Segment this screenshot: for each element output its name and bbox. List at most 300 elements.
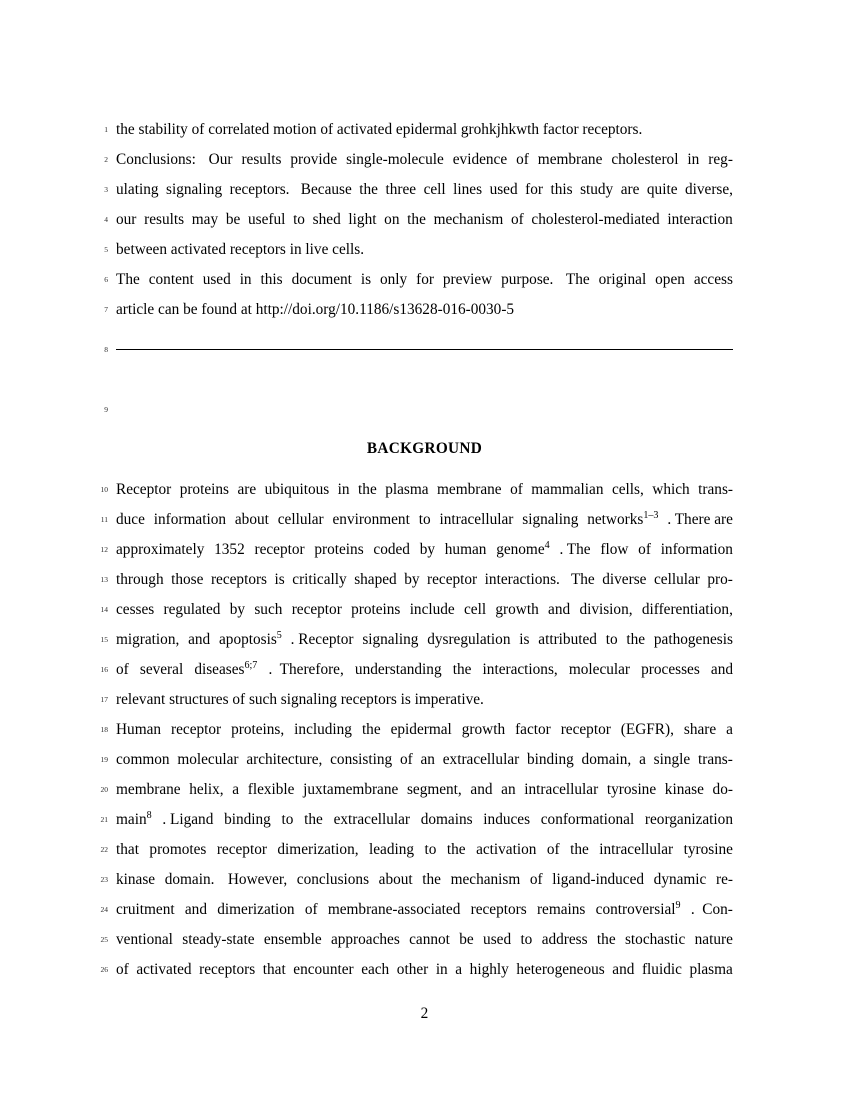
text-run: membrane	[116, 781, 181, 798]
line-number: 14	[100, 605, 108, 614]
abstract-conclusions-block	[104, 115, 733, 325]
text-run: Because	[296, 181, 352, 198]
line-number: 11	[100, 515, 108, 524]
line-number: 26	[100, 965, 108, 974]
text-run: cesses	[116, 601, 155, 618]
line-number: 6	[104, 275, 108, 284]
text-run: dimerization,	[277, 841, 359, 858]
text-run: reorganization	[644, 811, 733, 828]
line-text	[116, 565, 733, 595]
text-run: domains	[420, 811, 473, 828]
line-text	[116, 505, 733, 535]
text-run: ulating	[116, 181, 159, 198]
text-run: apoptosis$^5$	[219, 629, 282, 648]
text-run: The	[567, 571, 595, 588]
text-run: critically	[292, 571, 347, 588]
text-run: of	[529, 871, 543, 888]
line-text	[116, 895, 733, 925]
line-number: 3	[104, 185, 108, 194]
text-run: diseases$^{6;7}$	[194, 659, 258, 678]
text-run: information	[153, 511, 226, 528]
text-run: diverse,	[685, 181, 733, 198]
text-run: do-	[712, 781, 733, 798]
text-run: an	[420, 751, 435, 768]
text-run: intracellular	[599, 841, 674, 858]
text-line	[100, 955, 733, 985]
text-run: attributed	[538, 631, 597, 648]
line-text	[116, 805, 733, 835]
text-run: receptor	[216, 841, 267, 858]
line-number: 16	[100, 665, 108, 674]
page-number: 2	[420, 1005, 429, 1022]
text-run: understanding	[354, 661, 442, 678]
citation-superscript: 4	[544, 539, 550, 551]
citation-superscript: 6;7	[244, 659, 258, 671]
line-text	[116, 205, 733, 235]
text-run: cell	[464, 601, 487, 618]
text-run: networks$^{1-3}$	[587, 509, 659, 528]
text-run: in	[337, 481, 350, 498]
text-line	[100, 475, 733, 505]
text-run: helix,	[189, 781, 224, 798]
page-title: BACKGROUND	[366, 440, 483, 457]
text-run: pathogenesis	[653, 631, 733, 648]
text-run: proteins	[351, 601, 401, 618]
text-run: molecular	[177, 751, 239, 768]
text-run: interactions,	[482, 661, 558, 678]
line-number: 9	[104, 405, 108, 414]
text-run: useful	[247, 211, 286, 228]
text-run: a	[726, 721, 733, 738]
text-run: induces	[483, 811, 531, 828]
text-run: cellular	[653, 571, 700, 588]
text-run: each	[361, 961, 390, 978]
text-run: by	[229, 601, 246, 618]
text-run: interactions.	[484, 571, 560, 588]
text-run: access	[693, 271, 733, 288]
text-run: steady-state	[182, 931, 255, 948]
line-text	[116, 925, 733, 955]
line-number: 5	[104, 245, 108, 254]
text-run: signaling	[522, 511, 579, 528]
line-number: 15	[100, 635, 108, 644]
text-run: a	[455, 961, 463, 978]
text-run: the	[422, 871, 441, 888]
text-run: of	[399, 751, 413, 768]
text-line	[100, 625, 733, 655]
text-run: . Ligand	[162, 811, 214, 828]
text-run: information	[660, 541, 733, 558]
text-line	[100, 805, 733, 835]
text-run: to	[293, 211, 305, 228]
line-text: the stability of correlated motion of activated epidermal grohkjhkwth factor receptors.	[116, 121, 643, 138]
text-run: re-	[715, 871, 733, 888]
text-run: flow	[600, 541, 629, 558]
text-run: mechanism	[433, 211, 504, 228]
text-run: domain.	[164, 871, 215, 888]
text-line	[100, 895, 733, 925]
text-run: including	[294, 721, 352, 738]
text-line	[104, 175, 733, 205]
text-run: the	[304, 811, 323, 828]
text-run: include	[409, 601, 455, 618]
line-number: 10	[100, 485, 108, 494]
line-number: 1	[104, 125, 108, 134]
line-number: 17	[100, 695, 108, 704]
text-line	[104, 145, 733, 175]
text-run: membrane	[537, 151, 603, 168]
text-run: division,	[579, 601, 633, 618]
text-run: three	[385, 181, 417, 198]
text-run: those	[171, 571, 204, 588]
text-run: is	[360, 271, 372, 288]
text-run: dysregulation	[427, 631, 511, 648]
text-run: mechanism	[450, 871, 521, 888]
text-run: extracellular	[333, 811, 411, 828]
text-run: leading	[369, 841, 415, 858]
text-run: receptor	[171, 721, 222, 738]
text-run: intracellular	[439, 511, 514, 528]
text-run: duce	[116, 511, 145, 528]
text-run: receptors	[199, 961, 256, 978]
text-line	[100, 715, 733, 745]
line-number: 4	[104, 215, 108, 224]
text-run: . The	[559, 541, 591, 558]
text-run: be	[459, 931, 474, 948]
text-run: Our	[204, 151, 233, 168]
line-number: 25	[100, 935, 108, 944]
text-run: heterogeneous	[516, 961, 605, 978]
text-run: the	[407, 211, 426, 228]
text-run: quite	[646, 181, 678, 198]
text-run: fluidic	[641, 961, 682, 978]
text-run: the	[361, 721, 381, 738]
text-run: results	[241, 151, 282, 168]
text-run: the	[452, 661, 472, 678]
text-run: shaped	[354, 571, 397, 588]
text-run: cholesterol-mediated	[531, 211, 660, 228]
text-run: mammalian	[531, 481, 604, 498]
text-run: ligand-induced	[552, 871, 645, 888]
text-run: receptor	[427, 571, 478, 588]
citation-superscript: 9	[675, 899, 681, 911]
text-run: of	[116, 661, 129, 678]
line-text	[116, 865, 733, 895]
text-run: environment	[332, 511, 410, 528]
text-line	[100, 745, 733, 775]
text-run: cruitment	[116, 901, 175, 918]
text-run: differentiation,	[641, 601, 733, 618]
text-run: membrane-associated	[327, 901, 461, 918]
text-run: preview	[442, 271, 493, 288]
text-run: The	[562, 271, 590, 288]
text-run: The	[116, 271, 140, 288]
text-run: the	[626, 631, 646, 648]
line-number: 20	[100, 785, 108, 794]
text-line	[100, 685, 733, 715]
text-run: which	[652, 481, 690, 498]
text-line	[100, 865, 733, 895]
line-text	[116, 265, 733, 295]
text-run: segment,	[406, 781, 462, 798]
line-text	[116, 955, 733, 985]
text-line	[100, 535, 733, 565]
text-run: and	[188, 631, 211, 648]
text-run: cell	[423, 181, 446, 198]
text-run: of	[516, 151, 529, 168]
text-run: purpose.	[501, 271, 554, 288]
text-run: is	[274, 571, 285, 588]
line-text	[116, 625, 733, 655]
text-run: of	[304, 901, 318, 918]
line-text	[116, 475, 733, 505]
text-run: coded	[373, 541, 410, 558]
text-run: lines	[453, 181, 483, 198]
text-line	[100, 775, 733, 805]
text-run: receptors.	[229, 181, 290, 198]
text-run: that	[262, 961, 286, 978]
text-run: light	[348, 211, 377, 228]
text-run: dynamic	[653, 871, 707, 888]
line-text: article can be found at http://doi.org/10.1186/s13628-016-0030-5	[116, 301, 515, 318]
text-run: of	[510, 481, 523, 498]
text-run: a	[232, 781, 240, 798]
text-run: through	[116, 571, 164, 588]
text-run: remains	[536, 901, 586, 918]
text-run: flexible	[247, 781, 295, 798]
text-run: pro-	[707, 571, 733, 588]
text-run: address	[541, 931, 588, 948]
text-run: to	[424, 841, 437, 858]
horizontal-rule	[116, 349, 733, 350]
citation-superscript: 5	[276, 629, 282, 641]
text-run: our	[116, 211, 137, 228]
line-number: 24	[100, 905, 108, 914]
text-run: receptors	[210, 571, 268, 588]
text-run: common	[116, 751, 170, 768]
text-run: are	[620, 181, 640, 198]
line-number: 8	[104, 345, 108, 354]
line-text	[116, 655, 733, 685]
text-run: signaling	[362, 631, 419, 648]
text-run: about	[234, 511, 269, 528]
line-text	[116, 745, 733, 775]
text-line	[104, 115, 733, 145]
text-run: the	[596, 931, 616, 948]
text-line	[104, 235, 733, 265]
text-run: to	[418, 511, 431, 528]
line-number: 21	[100, 815, 108, 824]
text-run: architecture,	[246, 751, 323, 768]
text-run: other	[396, 961, 429, 978]
text-run: (EGFR),	[620, 721, 674, 738]
text-run: share	[683, 721, 717, 738]
text-line	[100, 925, 733, 955]
text-run: domain,	[581, 751, 632, 768]
text-run: content	[148, 271, 194, 288]
line-number: 18	[100, 725, 108, 734]
text-run: consisting	[330, 751, 393, 768]
text-run: cellular	[277, 511, 324, 528]
text-run: ventional	[116, 931, 173, 948]
text-line	[104, 295, 733, 325]
text-run: processes	[641, 661, 700, 678]
text-run: single	[653, 751, 691, 768]
text-run: migration,	[116, 631, 180, 648]
text-run: in	[239, 271, 252, 288]
text-run: dimerization	[217, 901, 295, 918]
text-run: proteins	[314, 541, 364, 558]
text-run: to	[520, 931, 533, 948]
text-run: only	[379, 271, 408, 288]
text-line	[100, 835, 733, 865]
text-run: approaches	[330, 931, 400, 948]
line-number: 23	[100, 875, 108, 884]
text-run: be	[225, 211, 241, 228]
text-run: growth	[461, 721, 506, 738]
text-run: genome$^4$	[496, 539, 550, 558]
text-run: plasma	[385, 481, 429, 498]
text-run: receptor	[254, 541, 305, 558]
line-text	[116, 835, 733, 865]
text-run: epidermal	[390, 721, 452, 738]
text-run: regulated	[163, 601, 221, 618]
text-line	[100, 655, 733, 685]
line-text	[116, 535, 733, 565]
text-run: tyrosine	[606, 781, 657, 798]
line-number: 7	[104, 305, 108, 314]
text-run: original	[598, 271, 647, 288]
text-run: single-molecule	[346, 151, 444, 168]
text-run: . Con-	[690, 901, 733, 918]
text-run: and	[184, 901, 207, 918]
text-run: cells,	[611, 481, 644, 498]
text-run: by	[419, 541, 436, 558]
text-run: by	[404, 571, 420, 588]
text-run: juxtamembrane	[303, 781, 399, 798]
text-run: this	[550, 181, 573, 198]
text-run: used	[202, 271, 231, 288]
text-line	[104, 265, 733, 295]
text-run: molecular	[568, 661, 631, 678]
text-run: human	[444, 541, 487, 558]
text-run: main$^8$	[116, 809, 152, 828]
text-run: kinase	[116, 871, 156, 888]
text-run: such	[254, 601, 283, 618]
text-run: Conclusions:	[116, 151, 196, 168]
line-text	[116, 715, 733, 745]
text-run: Receptor	[116, 481, 172, 498]
text-run: evidence	[452, 151, 508, 168]
background-section-body	[100, 475, 733, 985]
text-run: growth	[495, 601, 539, 618]
text-run: an	[501, 781, 516, 798]
text-run: for	[416, 271, 434, 288]
text-run: cannot	[409, 931, 450, 948]
text-run: trans-	[698, 481, 733, 498]
text-line	[104, 205, 733, 235]
text-run: . Therefore,	[268, 661, 344, 678]
text-run: several	[139, 661, 184, 678]
text-run: in	[435, 961, 448, 978]
text-run: receptor	[560, 721, 611, 738]
text-run: the	[359, 181, 378, 198]
line-text	[116, 595, 733, 625]
text-run: in	[687, 151, 700, 168]
line-text: relevant structures of such signaling receptors is imperative.	[116, 691, 484, 708]
text-run: are	[237, 481, 257, 498]
text-run: extracellular	[442, 751, 520, 768]
text-run: trans-	[698, 751, 733, 768]
text-run: document	[291, 271, 352, 288]
text-run: diverse	[602, 571, 647, 588]
text-run: of	[116, 961, 129, 978]
text-run: reg-	[708, 151, 733, 168]
line-number: 12	[100, 545, 108, 554]
line-text: between activated receptors in live cells.	[116, 241, 365, 258]
text-run: to	[281, 811, 294, 828]
text-run: on	[384, 211, 400, 228]
text-run: ensemble	[263, 931, 322, 948]
text-run: provide	[290, 151, 338, 168]
text-run: proteins	[179, 481, 229, 498]
line-number: 13	[100, 575, 108, 584]
text-run: activated	[136, 961, 192, 978]
text-run: kinase	[664, 781, 704, 798]
text-line	[100, 565, 733, 595]
text-run: plasma	[689, 961, 733, 978]
blank-line-row	[104, 395, 733, 425]
text-run: tyrosine	[683, 841, 733, 858]
text-run: is	[519, 631, 530, 648]
line-number: 19	[100, 755, 108, 764]
text-run: activation	[476, 841, 537, 858]
text-run: promotes	[149, 841, 207, 858]
text-run: the	[570, 841, 589, 858]
line-number: 22	[100, 845, 108, 854]
text-line	[100, 595, 733, 625]
text-run: membrane	[437, 481, 502, 498]
text-run: this	[260, 271, 283, 288]
text-run: and	[612, 961, 635, 978]
text-run: study	[580, 181, 614, 198]
text-run: of	[638, 541, 651, 558]
text-run: the	[358, 481, 377, 498]
text-run: may	[191, 211, 219, 228]
text-run: receptors	[470, 901, 527, 918]
text-run: used	[483, 931, 512, 948]
text-run: and	[470, 781, 493, 798]
text-run: of	[510, 211, 524, 228]
text-run: 1352	[214, 541, 245, 558]
text-run: and	[710, 661, 733, 678]
text-run: for	[525, 181, 543, 198]
citation-superscript: 8	[146, 809, 152, 821]
text-run: conclusions	[296, 871, 370, 888]
text-run: approximately	[116, 541, 205, 558]
section-divider-row	[104, 335, 733, 365]
text-run: of	[546, 841, 560, 858]
text-run: controversial$^9$	[595, 899, 681, 918]
text-run: receptor	[291, 601, 342, 618]
text-run: to	[605, 631, 618, 648]
text-run: the	[446, 841, 466, 858]
text-run: binding	[527, 751, 574, 768]
text-run: factor	[515, 721, 551, 738]
text-run: and	[548, 601, 571, 618]
text-run: highly	[469, 961, 509, 978]
text-run: conformational	[540, 811, 635, 828]
